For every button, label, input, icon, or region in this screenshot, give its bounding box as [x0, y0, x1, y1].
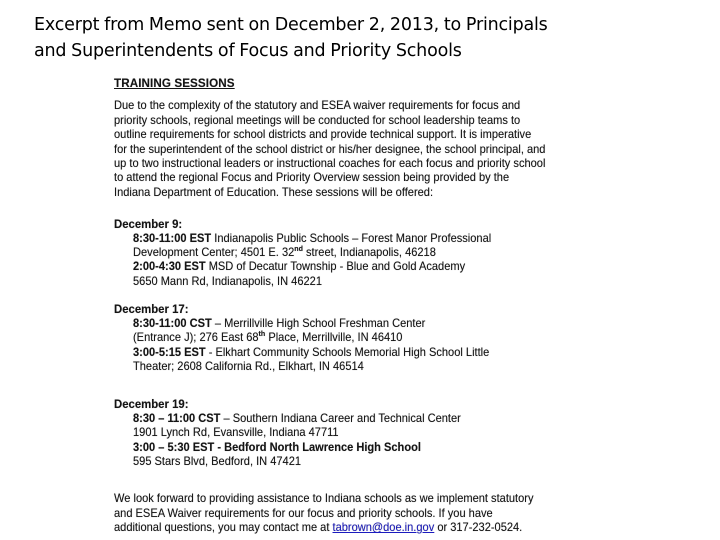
session-entry-title-line [133, 346, 597, 360]
spacer [114, 90, 619, 99]
spacer [114, 200, 619, 217]
session-time: 8:30 – 11:00 CST [133, 411, 221, 425]
session-entry-title-line [133, 260, 597, 274]
spacer [114, 374, 619, 397]
page-title-line-2: and Superintendents of Focus and Priority Schools [34, 41, 462, 61]
memo-closing-prefix: additional questions, you may contact me at [114, 521, 333, 535]
memo-closing-paragraph [114, 492, 619, 535]
session-address-line [133, 455, 597, 469]
session-address-prefix: 1901 Lynch Rd, Evansville, Indiana 47711 [133, 426, 339, 440]
memo-intro-line: Due to the complexity of the statutory and ESEA waiver requirements for focus and [114, 99, 521, 113]
session-venue: MSD of Decatur Township - Blue and Gold Academy [205, 260, 466, 274]
session-block-december-9 [114, 217, 619, 289]
page-title-line-1: Excerpt from Memo sent on December 2, 2013, to Principals [34, 15, 548, 35]
page-title [34, 12, 674, 64]
session-entry [114, 260, 619, 289]
spacer [114, 289, 619, 302]
session-address-line [133, 426, 597, 440]
session-time: 8:30-11:00 EST [133, 231, 212, 245]
session-address-prefix: 595 Stars Blvd, Bedford, IN 47421 [133, 454, 302, 468]
session-entry [114, 317, 619, 346]
session-date-label: December 19: [114, 397, 189, 412]
session-venue: – Southern Indiana Career and Technical Center [220, 411, 461, 425]
session-address-line [133, 246, 597, 260]
session-venue: - Elkhart Community Schools Memorial High School Little [205, 345, 490, 359]
memo-section-heading: TRAINING SESSIONS [114, 76, 235, 90]
session-block-december-19 [114, 397, 619, 469]
session-address-line [133, 275, 597, 289]
session-date-label: December 9: [114, 217, 183, 232]
session-address-line [133, 331, 597, 345]
memo-intro-line: up to two instructional leaders or instructional coaches for each focus and priority school [114, 157, 546, 171]
session-time: 8:30-11:00 CST [133, 316, 212, 330]
session-address-suffix: street, Indianapolis, 46218 [302, 246, 436, 260]
session-address-line [133, 360, 597, 374]
session-address-prefix: Theater; 2608 California Rd., Elkhart, IN 46514 [133, 359, 364, 373]
memo-section-heading-row [114, 76, 619, 90]
session-entry [114, 441, 619, 470]
session-venue: Indianapolis Public Schools – Forest Manor Professional [211, 231, 492, 245]
session-entry-title-line [133, 441, 597, 455]
memo-intro-line: Indiana Department of Education. These sessions will be offered: [114, 185, 434, 199]
memo-intro-line: outline requirements for school districts and provide technical support. It is imperative [114, 128, 532, 142]
memo-intro-line: priority schools, regional meetings will be conducted for school leadership teams to [114, 113, 521, 127]
memo-intro-line: for the superintendent of the school district or his/her designee, the school principal, and [114, 142, 546, 156]
session-entry-title-line [133, 232, 597, 246]
memo-closing-suffix: or 317-232-0524. [434, 521, 523, 535]
memo-intro-line: to attend the regional Focus and Priority Overview session being provided by the [114, 171, 510, 185]
memo-closing-line: and ESEA Waiver requirements for our focus and priority schools. If you have [114, 506, 493, 520]
session-entry [114, 232, 619, 261]
session-address-prefix: 5650 Mann Rd, Indianapolis, IN 46221 [133, 274, 322, 288]
session-venue: – Merrillville High School Freshman Center [211, 316, 426, 330]
memo-intro-paragraph [114, 99, 619, 200]
spacer [114, 469, 619, 492]
session-time: 2:00-4:30 EST [133, 260, 206, 274]
contact-email-link[interactable]: tabrown@doe.in.gov [332, 521, 435, 535]
session-address-suffix: Place, Merrillville, IN 46410 [265, 331, 403, 345]
ordinal-superscript: nd [294, 244, 303, 254]
session-entry-title-line [133, 317, 597, 331]
session-time: 3:00-5:15 EST [133, 345, 206, 359]
memo-closing-line [114, 521, 596, 535]
session-time: 3:00 – 5:30 EST - Bedford North Lawrence High School [133, 440, 421, 454]
session-entry [114, 412, 619, 441]
session-address-prefix: (Entrance J); 276 East 68 [133, 331, 259, 345]
session-date-label: December 17: [114, 302, 189, 317]
session-address-prefix: Development Center; 4501 E. 32 [133, 246, 295, 260]
memo-excerpt-document [114, 76, 619, 536]
ordinal-superscript: th [258, 329, 266, 339]
session-block-december-17 [114, 302, 619, 374]
session-entry-title-line [133, 412, 597, 426]
session-entry [114, 346, 619, 375]
memo-closing-line: We look forward to providing assistance to Indiana schools as we implement statutory [114, 492, 534, 506]
